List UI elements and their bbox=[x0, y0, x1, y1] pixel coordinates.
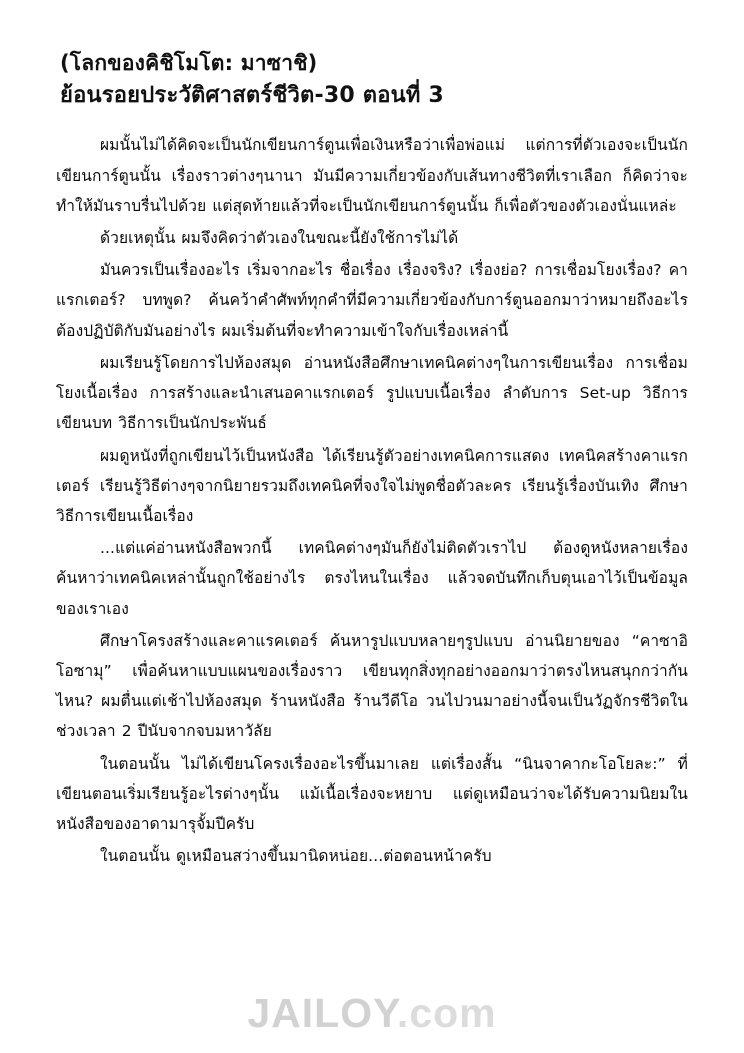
watermark-brand: JAILOY bbox=[247, 990, 397, 1036]
paragraph: ...แต่แค่อ่านหนังสือพวกนี้ เทคนิคต่างๆมันก็ยังไม่ติดตัวเราไป ต้องดูหนังหลายเรื่อง ค้นหาว่าเทคนิคเหล่านั้นถูกใช้อย่างไร ตรงไหนในเรื่อง แล้วจดบันทึกเก็บตุนเอาไว้เป็นข้อมูลของเราเอง bbox=[56, 539, 688, 618]
paragraph: ผมเรียนรู้โดยการไปห้องสมุด อ่านหนังสือศึกษาเทคนิคต่างๆในการเขียนเรื่อง การเชื่อมโยงเนื้อเรื่อง การสร้างและนำเสนอคาแรกเตอร์ รูปแบบเนื้อเรื่อง ลำดับการ Set-up วิธีการเขียนบท วิธีการเป็นนักประพันธ์ bbox=[56, 353, 688, 433]
paragraph: ผมนั้นไม่ได้คิดจะเป็นนักเขียนการ์ตูนเพื่อเงินหรือว่าเพื่อพ่อแม่ แต่การที่ตัวเองจะเป็นนักเขียนการ์ตูนนั้น เรื่องราวต่างๆนานา มันมีความเกี่ยวข้องกับเส้นทางชีวิตที่เราเลือก ก็คิดว่าจะทำให้มันราบรื่นไปด้วย แต่สุดท้ายแล้วที่จะเป็นนักเขียนการ์ตูนนั้น ก็เพื่อตัวของตัวเองนั่นแหล่ะ bbox=[56, 136, 688, 215]
header-title-line-2: ย้อนรอยประวัติศาสตร์ชีวิต-30 ตอนที่ 3 bbox=[60, 83, 444, 109]
paragraph: มันควรเป็นเรื่องอะไร เริ่มจากอะไร ชื่อเรื่อง เรื่องจริง? เรื่องย่อ? การเชื่อมโยงเรื่อง? คาแรกเตอร์? บทพูด? ค้นคว้าคำศัพท์ทุกคำที่มีความเกี่ยวข้องกับการ์ตูนออกมาว่าหมายถึงอะไร ต้องปฏิบัติกับมันอย่างไร ผมเริ่มต้นที่จะทำความเข้าใจกับเรื่องเหล่านี้ bbox=[56, 261, 688, 340]
document-header bbox=[60, 48, 688, 112]
paragraph: ศึกษาโครงสร้างและคาแรคเตอร์ ค้นหารูปแบบหลายๆรูปแบบ อ่านนิยายของ “คาซาอิ โอซามุ” เพื่อค้นหาแบบแผนของเรื่องราว เขียนทุกสิ่งทุกอย่างออกมาว่าตรงไหนสนุกกว่ากันไหน? ผมตื่นแต่เช้าไปห้องสมุด ร้านหนังสือ ร้านวีดีโอ วนไปวนมาอย่างนี้จนเป็นวัฏจักรชีวิตในช่วงเวลา 2 ปีนับจากจบมหาวัลัย bbox=[56, 631, 688, 741]
header-title-line-1: (โลกของคิชิโมโต: มาซาชิ) bbox=[60, 51, 318, 75]
paragraph: ด้วยเหตุนั้น ผมจึงคิดว่าตัวเองในขณะนี้ยังใช้การไม่ได้ bbox=[100, 228, 459, 247]
paragraph: ในตอนนั้น ดูเหมือนสว่างขึ้นมานิดหน่อย...ต่อตอนหน้าครับ bbox=[100, 847, 492, 866]
document-body bbox=[56, 130, 688, 871]
paragraph: ในตอนนั้น ไม่ได้เขียนโครงเรื่องอะไรขึ้นมาเลย แต่เรื่องสั้น “นินจาคากะโอโยละ:” ที่เขียนตอนเริ่มเรียนรู้อะไรต่างๆนั้น แม้เนื้อเรื่องจะหยาบ แต่ดูเหมือนว่าจะได้รับความนิยมในหนังสือของอาดามารุจั้มปีครับ bbox=[56, 754, 688, 834]
watermark-tld: .com bbox=[396, 990, 497, 1036]
paragraph: ผมดูหนังที่ถูกเขียนไว้เป็นหนังสือ ได้เรียนรู้ตัวอย่างเทคนิคการแสดง เทคนิคสร้างคาแรกเตอร์ เรียนรู้วิธีต่างๆจากนิยายรวมถึงเทคนิคที่จงใจไม่พูดชื่อตัวละคร เรียนรู้เรื่องบันเทิง ศึกษาวิธีการเขียนเนื้อเรื่อง bbox=[56, 446, 688, 525]
watermark bbox=[0, 990, 744, 1037]
